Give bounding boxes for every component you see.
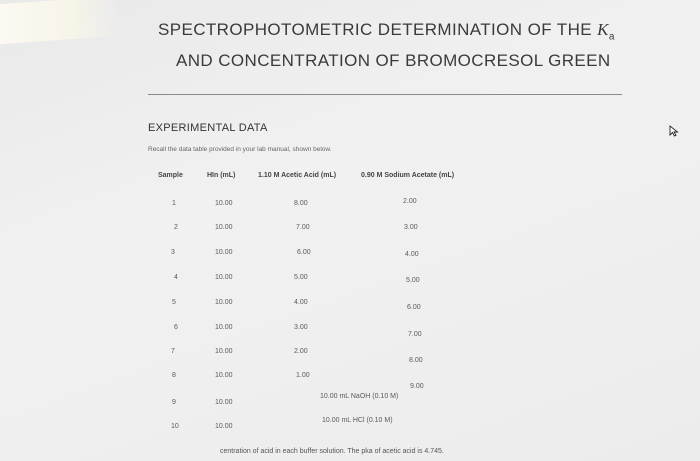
cell-sample: 1 [172, 200, 176, 207]
cell-sample: 6 [174, 324, 178, 331]
cell-acetic-acid: 7.00 [296, 224, 310, 231]
cell-hin: 10.00 [215, 348, 233, 355]
cell-hin: 10.00 [215, 372, 233, 379]
cell-acetic-acid: 3.00 [294, 324, 308, 331]
ka-subscript: a [608, 31, 615, 43]
cell-sodium-acetate: 2.00 [403, 198, 417, 205]
section-heading: EXPERIMENTAL DATA [148, 122, 268, 134]
cell-acetic-acid: 5.00 [294, 274, 308, 281]
cell-acetic-acid: 4.00 [294, 299, 308, 306]
ka-symbol: K [597, 20, 609, 39]
cell-sodium-acetate: 6.00 [407, 304, 421, 311]
cell-acetic-acid: 6.00 [297, 249, 311, 256]
cell-hin: 10.00 [215, 224, 233, 231]
cell-sodium-acetate: 5.00 [406, 277, 420, 284]
header-sodium-acetate: 0.90 M Sodium Acetate (mL) [361, 172, 455, 179]
cell-sodium-acetate: 7.00 [408, 331, 422, 338]
cell-acetic-acid: 1.00 [296, 372, 310, 379]
title-divider [148, 94, 622, 95]
cell-hin: 10.00 [215, 399, 233, 406]
cell-sample: 8 [172, 372, 176, 379]
header-hin: HIn (mL) [207, 172, 236, 179]
cell-hin: 10.00 [215, 423, 233, 430]
cell-acetic-acid: 10.00 mL HCl (0.10 M) [322, 417, 393, 424]
cell-sample: 7 [171, 348, 175, 355]
title-line-2: AND CONCENTRATION OF BROMOCRESOL GREEN [176, 51, 611, 71]
cell-acetic-acid: 10.00 mL NaOH (0.10 M) [320, 393, 399, 400]
cell-sample: 10 [171, 423, 179, 430]
table-caption: Recall the data table provided in your lab manual, shown below. [148, 146, 332, 153]
cell-hin: 10.00 [215, 299, 233, 306]
title-line-1: SPECTROPHOTOMETRIC DETERMINATION OF THE [158, 20, 593, 39]
cell-hin: 10.00 [215, 249, 233, 256]
header-acetic-acid: 1.10 M Acetic Acid (mL) [258, 172, 337, 179]
header-sample: Sample [158, 172, 183, 179]
cell-sample: 5 [172, 299, 176, 306]
cell-sodium-acetate: 4.00 [405, 251, 419, 258]
cell-hin: 10.00 [215, 200, 233, 207]
cell-acetic-acid: 2.00 [294, 348, 308, 355]
mouse-pointer-icon [669, 125, 681, 137]
footer-note: centration of acid in each buffer solution. The pka of acetic acid is 4.745. [220, 448, 444, 455]
cell-sodium-acetate: 8.00 [409, 357, 423, 364]
cell-sample: 9 [172, 399, 176, 406]
cell-sample: 2 [174, 224, 178, 231]
page-title [158, 18, 618, 73]
cell-sample: 3 [171, 249, 175, 256]
cell-sodium-acetate: 3.00 [404, 224, 418, 231]
light-glare [0, 0, 118, 44]
cell-acetic-acid: 8.00 [294, 200, 308, 207]
cell-sample: 4 [174, 274, 178, 281]
cell-sodium-acetate: 9.00 [410, 383, 424, 390]
cell-hin: 10.00 [215, 274, 233, 281]
cell-hin: 10.00 [215, 324, 233, 331]
